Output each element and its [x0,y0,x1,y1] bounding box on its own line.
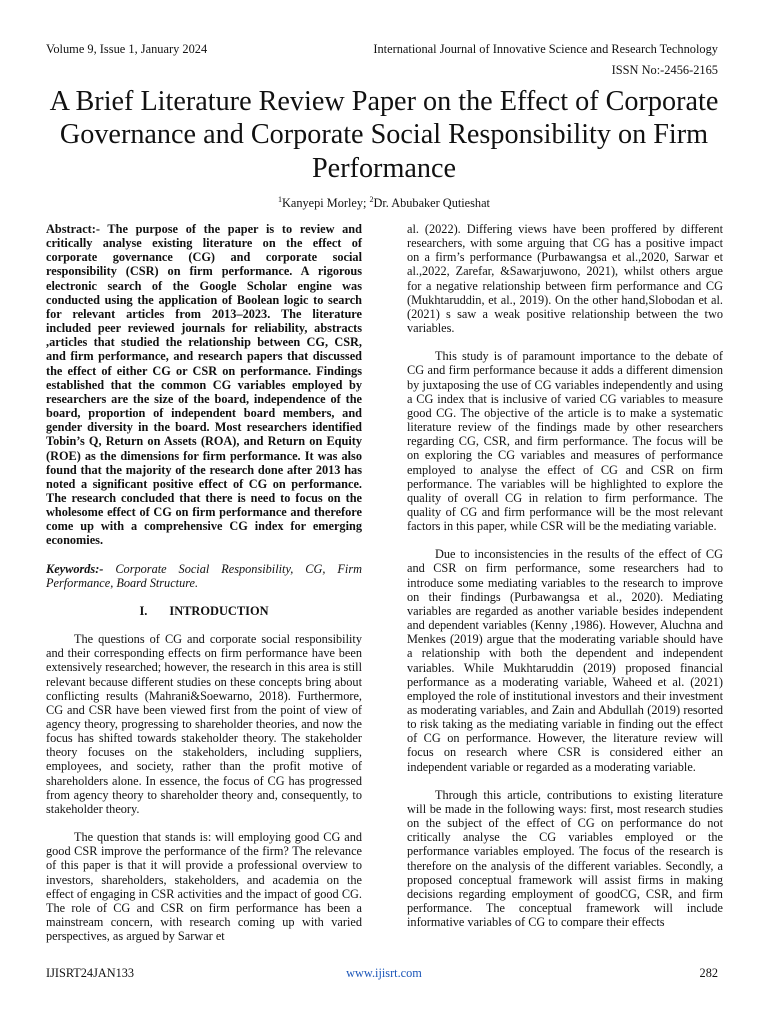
page-number: 282 [699,966,718,980]
paragraph: The question that stands is: will employing good CG and good CSR improve the performance of the firm? The relevance of this paper is that it will provide a professional overview to investors, shareholders, stakeholders, and academia on the effect of engaging in CSR activities and the impact of good CG. The role of CG and CSR on firm performance has been a mainstream concern, with research coming up with varied perspectives, as argued by Sarwar et [46,830,362,944]
author-1-name: Kanyepi Morley; [282,196,370,211]
paper-code: IJISRT24JAN133 [46,966,135,980]
author-line [0,195,768,211]
author-2-name: Dr. Abubaker Qutieshat [373,196,490,211]
abstract: Abstract:- The purpose of the paper is to review and critically analyse existing literature on the effect of corporate governance (CG) and corporate social responsibility (CSR) on firm performance. A rigorous electronic search of the Google Scholar engine was conducted using the application of Boolean logic to search for relevant articles from 2013–2023. The literature included peer reviewed journals for reliability, abstracts ,articles that studied the relationship between CG, CSR, and firm performance, and research papers that discussed the effect of either CG or CSR on performance. Findings established that the common CG variables employed by researchers are the size of the board, independence of the board, proportion of independent board members, and gender diversity in the board. Most researchers identified Tobin’s Q, Return on Assets (ROA), and Return on Equity (ROE) as the dimensions for firm performance. It was also found that the majority of the research done after 2013 has noted a significant positive effect of CG on performance. The research concluded that there is need to focus on the wholesome effect of CG on firm performance and therefore come up with a comprehensive CG index for emerging economies. [46,222,362,548]
section-number: I. [139,603,148,618]
section-title: INTRODUCTION [169,603,269,618]
paragraph: al. (2022). Differing views have been proffered by different researchers, with some arguing that CG has a positive impact on a firm’s performance (Purbawangsa et al.,2020, Sarwar et al.,2022, Zarefar, &Sawarjuwono, 2021), whilst others argue for a negative relationship between firm performance and CG (Mukhtaruddin, et al., 2019). On the other hand,Slobodan et al. (2021) s saw a weak positive relationship between the two variables. [407,222,723,336]
paragraph: Due to inconsistencies in the results of the effect of CG and CSR on firm performance, some researchers had to introduce some mediating variables to the research to improve on their findings (Purbawangsa et al., 2020). Mediating variables are regarded as another variable besides independent and dependent variables (Kenny ,1986). However, Aluchna and Menkes (2019) argue that the moderating variable should have a relationship with both the dependent and independent variables. While Mukhtaruddin (2019) proposed financial performance as a moderating variable, Waheed et al. (2021) employed the role of institutional investors and their investment as moderating variables, and Zain and Abdullah (2019) resorted to risk taking as the mediating variable in finding out the effect of CG on performance. However, the literature review will focus on research where CSR is considered either an independent variable or regarded as a moderating variable. [407,547,723,774]
paragraph: The questions of CG and corporate social responsibility and their corresponding effects on firm performance have been extensively researched; however, the research in this area is still relevant because different studies on these concepts bring about conflicting results (Mahrani&Soewarno, 2018). Furthermore, CG and CSR have been viewed first from the point of view of agency theory, progressing to shareholder theories, and now the focus has shifted towards stakeholder theory. The stakeholder theory focuses on the stakeholders, including suppliers, employees, and society, rather than the profit motive of shareholders alone. In essence, the focus of CG has progressed from agency theory to shareholder theory and, consequently, to stakeholder theory. [46,632,362,816]
section-heading [46,604,362,618]
keywords-text: Corporate Social Responsibility, CG, Firm Performance, Board Structure. [46,561,362,590]
paragraph: This study is of paramount importance to the debate of CG and firm performance because it adds a different dimension by juxtaposing the use of CG variables independently and using a CG index that is inclusive of varied CG variables to measure good CG. The objective of the article is to make a systematic literature review of the findings made by other researchers regarding CG, CSR, and firm performance. The focus will be on exploring the CG variables and measures of performance employed to analyse the effect of CG and CSR on firm performance. The variables will be highlighted to explore the quality of overall CG in relation to firm performance. The quality of CG and firm performance will be the most relevant factors in this paper, while CSR will be the mediating variable. [407,349,723,534]
journal-name: International Journal of Innovative Science and Research Technology [373,42,718,56]
right-column [407,222,723,943]
paragraph: Through this article, contributions to existing literature will be made in the following ways: first, most research studies on the subject of the effect of CG on performance do not critically analyse the CG variables employed or the performance variables employed. The focus of the research is therefore on the analysis of the different variables. Secondly, a proposed conceptual framework will assist firms in making decisions regarding employment of goodCG, CSR, and firm performance. The conceptual framework will include informative variables of CG to compare their effects [407,787,723,930]
left-column [46,222,362,957]
author-2-mark: 2 [369,195,374,204]
journal-url-link[interactable]: www.ijisrt.com [346,966,422,980]
paper-title: A Brief Literature Review Paper on the Effect of Corporate Governance and Corporate Social Responsibility on Firm Performance [49,86,719,184]
keywords [46,562,362,590]
keywords-label: Keywords:- [46,561,104,576]
author-1-mark: 1 [278,195,283,204]
issn-number: ISSN No:-2456-2165 [611,63,718,77]
volume-issue: Volume 9, Issue 1, January 2024 [46,42,208,56]
